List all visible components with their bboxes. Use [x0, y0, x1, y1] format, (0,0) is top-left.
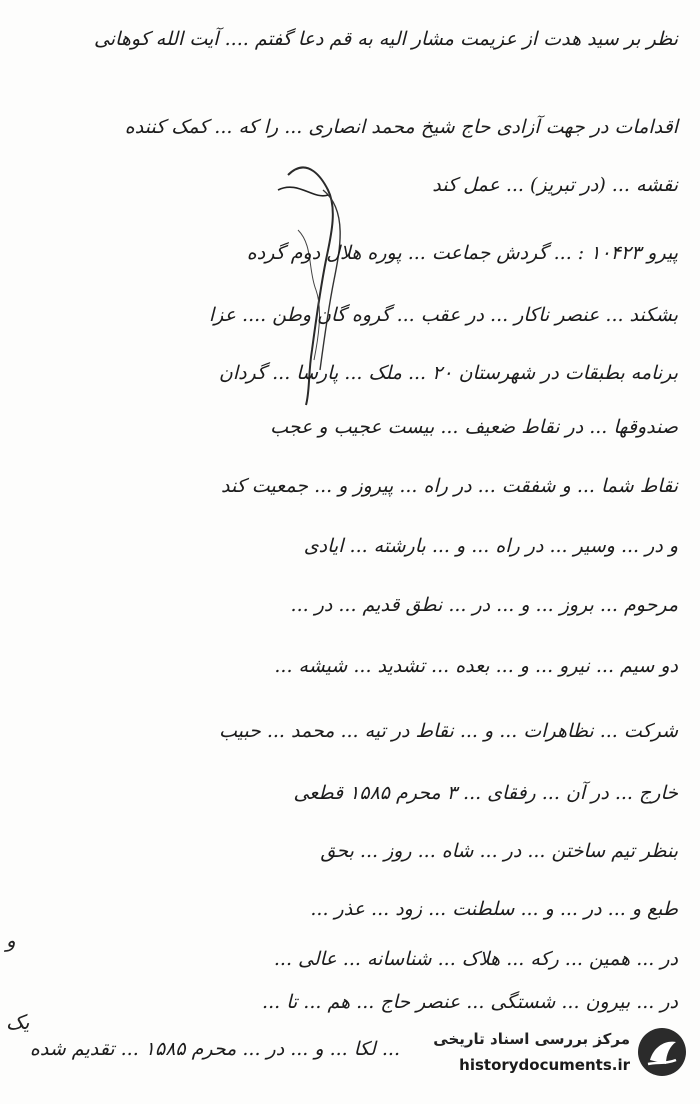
margin-mark-2: و [6, 928, 16, 952]
manuscript-line-13: خارج ... در آن ... رفقای ... ۳ محرم ۱۵۸۵ قطعی [293, 782, 678, 804]
manuscript-line-3: نقشه ... (در تبریز) ... عمل کند [432, 174, 678, 196]
manuscript-line-11: دو سیم ... نیرو ... و ... بعده ... تشدید ... شیشه ... [274, 655, 678, 677]
archive-watermark [402, 1020, 692, 1090]
margin-mark-1: یک [6, 1010, 30, 1034]
manuscript-line-1: نظر بر سید هدت از عزیمت مشار الیه به قم دعا گفتم .... آیت الله کوهانی [93, 28, 678, 50]
manuscript-line-16: در ... همین ... رکه ... هلاک ... شناسانه ... عالی ... [273, 948, 678, 970]
manuscript-line-8: نقاط شما ... و شفقت ... در راه ... پیروز و ... جمعیت کند [220, 475, 678, 497]
watermark-url: historydocuments.ir [459, 1056, 630, 1074]
manuscript-line-18: ... لکا ... و ... در ... محرم ۱۵۸۵ ... تقدیم شده [29, 1038, 400, 1060]
manuscript-line-12: شرکت ... نظاهرات ... و ... نقاط در تیه ... محمد ... حبیب [218, 720, 678, 742]
scroll-logo-icon [636, 1026, 688, 1078]
manuscript-line-4: پیرو ۱۰۴۲۳ : ... گردش جماعت ... پوره هلال دوم گرده [246, 242, 678, 264]
manuscript-line-9: و در ... وسیر ... در راه ... و ... بارشته ... ایادی [303, 535, 678, 557]
manuscript-line-2: اقدامات در جهت آزادی حاج شیخ محمد انصاری ... را که ... کمک کننده [124, 116, 678, 138]
manuscript-line-14: بنظر تیم ساختن ... در ... شاه ... روز ... بحق [320, 840, 678, 862]
manuscript-line-5: بشکند ... عنصر ناکار ... در عقب ... گروه گان وطن .... عزا [208, 304, 678, 326]
manuscript-line-10: مرحوم ... بروز ... و ... در ... نطق قدیم ... در ... [290, 594, 678, 616]
manuscript-line-7: صندوقها ... در نقاط ضعیف ... بیست عجیب و عجب [270, 416, 678, 438]
manuscript-line-6: برنامه بطبقات در شهرستان ۲۰ ... ملک ... پارسا ... گردان [218, 362, 678, 384]
watermark-title: مرکز بررسی اسناد تاریخی [433, 1030, 630, 1048]
manuscript-line-17: در ... بیرون ... شستگی ... عنصر حاج ... هم ... تا ... [262, 991, 678, 1013]
manuscript-line-15: طبع و ... در ... و ... سلطنت ... زود ... عذر ... [310, 898, 678, 920]
